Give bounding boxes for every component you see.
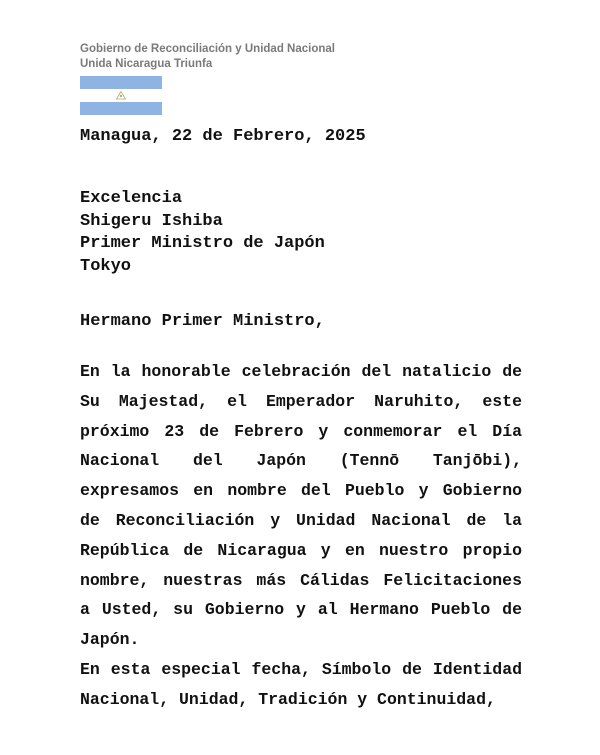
recipient-block [80, 188, 325, 278]
nicaragua-flag-icon [80, 76, 162, 115]
recipient-city: Tokyo [80, 256, 132, 276]
letter-date: Managua, 22 de Febrero, 2025 [80, 127, 366, 146]
body-paragraph: En esta especial fecha, Símbolo de Identidad Nacional, Unidad, Tradición y Continuidad, [80, 660, 522, 709]
recipient-honorific: Excelencia [80, 189, 183, 208]
letterhead-government-name: Gobierno de Reconciliación y Unidad Nacional [80, 43, 335, 55]
letterhead [80, 42, 335, 72]
recipient-name: Shigeru Ishiba [80, 211, 223, 231]
salutation: Hermano Primer Ministro, [80, 312, 325, 331]
letterhead-motto: Unida Nicaragua Triunfa [80, 58, 213, 70]
body-paragraph: En la honorable celebración del natalicio de Su Majestad, el Emperador Naruhito, este próximo 23 de Febrero y conmemorar el Día Nacional del Japón (Tennō Tanjōbi), expresamos en nombre del Pueblo y Gobierno de Reconciliación y Unidad Nacional de la República de Nicaragua y en nuestro propio nombre, nuestras más Cálidas Felicitaciones a Usted, su Gobierno y al Hermano Pueblo de Japón. [80, 362, 522, 650]
recipient-title: Primer Ministro de Japón [80, 234, 325, 253]
